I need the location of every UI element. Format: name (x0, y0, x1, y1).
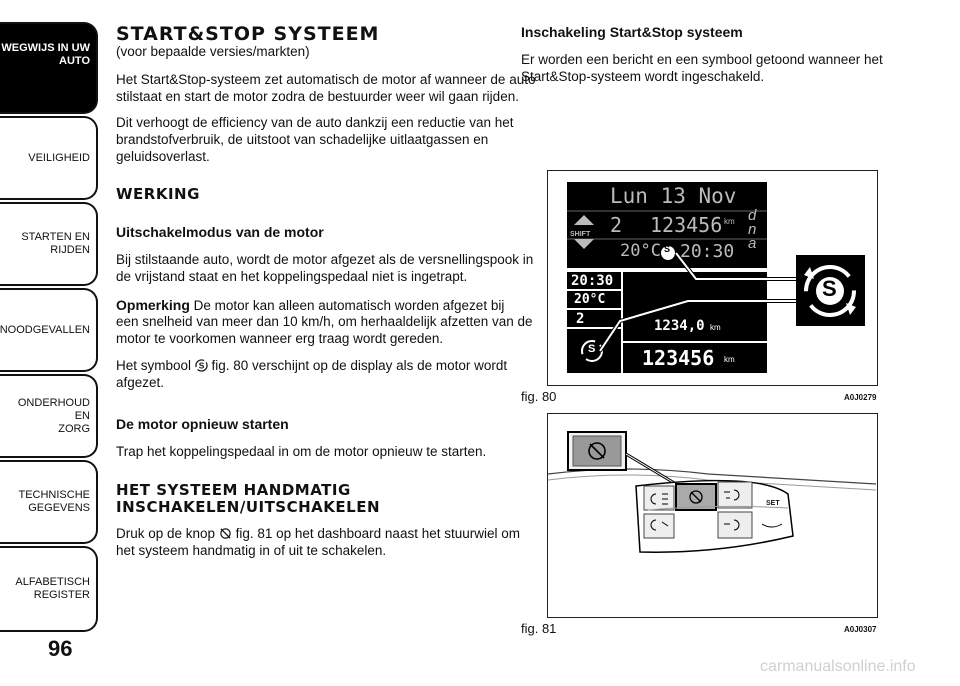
paragraph-line: Start&Stop-systeem wordt ingeschakeld. (521, 69, 765, 84)
display-km-unit: km (724, 217, 735, 226)
tab-label: TECHNISCHE (18, 489, 90, 501)
display-left-gear: 2 (576, 311, 585, 327)
figure-caption: fig. 80 (521, 389, 557, 404)
mode-letter: n (748, 221, 757, 238)
svg-text:S: S (198, 360, 205, 371)
display-shift-label: SHIFT (570, 231, 591, 238)
paragraph-line: brandstofverbruik, de uitstoot van schadelijke uitlaatgassen en (116, 132, 489, 147)
figure-code: A0J0307 (844, 625, 877, 634)
display-date: Lun 13 Nov (610, 184, 737, 208)
display-drive-modes (748, 209, 756, 251)
figure-80 (547, 170, 878, 386)
tab-label: GEGEVENS (28, 502, 90, 514)
subheading: Uitschakelmodus van de motor (116, 224, 324, 240)
paragraph-line: Het Start&Stop-systeem zet automatisch de motor af wanneer de auto (116, 72, 536, 87)
dashboard-panel-illustration (548, 414, 876, 616)
display-time: 20:30 (680, 241, 735, 262)
paragraph-line: Trap het koppelingspedaal in om de motor opnieuw te starten. (116, 444, 487, 459)
mode-letter: d (748, 207, 757, 224)
display-km-unit: km (710, 323, 721, 332)
tab-technische-gegevens[interactable] (0, 460, 98, 544)
display-trip: 1234,0 (654, 318, 705, 334)
tab-label: VEILIGHEID (28, 151, 90, 164)
tab-label: REGISTER (33, 589, 90, 601)
section-title: START&STOP SYSTEEM (116, 23, 380, 45)
watermark: carmanualsonline.info (760, 658, 916, 675)
paragraph-text: Druk op de knop (116, 526, 219, 541)
paragraph-line: het systeem handmatig in of uit te schakelen. (116, 543, 387, 558)
figure-81 (547, 413, 878, 618)
tab-starten-en-rijden[interactable] (0, 202, 98, 286)
paragraph-line: Er worden een bericht en een symbool getoond wanneer het (521, 52, 883, 67)
paragraph-line: Bij stilstaande auto, wordt de motor afgezet als de versnellingspook in (116, 252, 534, 267)
heading-werking: WERKING (116, 185, 200, 203)
display-temperature: 20°C (620, 241, 661, 261)
paragraph-text: fig. 80 verschijnt op de display als de motor wordt (207, 358, 508, 373)
display-odometer: 123456 (650, 213, 723, 237)
note-label: Opmerking (116, 297, 190, 313)
paragraph-line: afgezet. (116, 375, 165, 390)
tab-label: WEGWIJS IN UW (1, 42, 90, 54)
display-km-unit: km (724, 355, 735, 364)
paragraph-line: motor te voorkomen wanneer erg traag wordt gereden. (116, 331, 444, 346)
paragraph-line: stilstaat en start de motor zodra de bestuurder weer wil gaan rijden. (116, 89, 519, 104)
tab-label: ZORG (58, 422, 90, 435)
tab-label: ALFABETISCH (15, 576, 90, 588)
tab-label: NOODGEVALLEN (0, 323, 90, 336)
section-subtitle: (voor bepaalde versies/markten) (116, 44, 310, 59)
tab-label: STARTEN EN RIJDEN (21, 231, 90, 256)
mode-letter: a (748, 235, 757, 252)
paragraph-line: De motor kan alleen automatisch worden afgezet bij (189, 298, 505, 313)
figure-code: A0J0279 (844, 393, 877, 402)
display-odometer-2: 123456 (642, 346, 715, 370)
paragraph-line: de vrijstand staat en het koppelingspedaal niet is ingetrapt. (116, 269, 468, 284)
paragraph-line: geluidsoverlast. (116, 149, 210, 164)
subheading: Inschakeling Start&Stop systeem (521, 24, 743, 40)
start-stop-s-icon (195, 359, 208, 372)
tab-label: AUTO (59, 55, 90, 67)
paragraph-text: Het symbool (116, 358, 195, 373)
set-label: SET (766, 500, 780, 507)
tab-label: ONDERHOUD EN (17, 396, 90, 422)
tab-noodgevallen[interactable] (0, 288, 98, 372)
display-left-time: 20:30 (571, 273, 614, 289)
display-s-symbol: S (664, 244, 671, 254)
start-stop-off-icon (219, 527, 232, 540)
display-left-temp: 20°C (574, 292, 606, 307)
start-stop-big-s: S (822, 276, 837, 301)
subheading: De motor opnieuw starten (116, 416, 289, 432)
heading-manual: HET SYSTEEM HANDMATIG (116, 481, 351, 499)
page-number: 96 (48, 636, 73, 661)
paragraph-line: een snelheid van meer dan 10 km/h, om herhaaldelijk afzetten van de (116, 314, 533, 329)
figure-caption: fig. 81 (521, 621, 557, 636)
tab-onderhoud[interactable] (0, 374, 98, 458)
paragraph-line: Dit verhoogt de efficiency van de auto dankzij een reductie van het (116, 115, 514, 130)
tab-alfabetisch-register[interactable] (0, 546, 98, 632)
tab-wegwijs[interactable] (0, 22, 98, 114)
paragraph-text: fig. 81 op het dashboard naast het stuurwiel om (231, 526, 520, 541)
tab-veiligheid[interactable] (0, 116, 98, 200)
heading-manual: INSCHAKELEN/UITSCHAKELEN (116, 498, 381, 516)
display-s-small: S (588, 343, 596, 355)
display-gear: 2 (610, 213, 623, 237)
